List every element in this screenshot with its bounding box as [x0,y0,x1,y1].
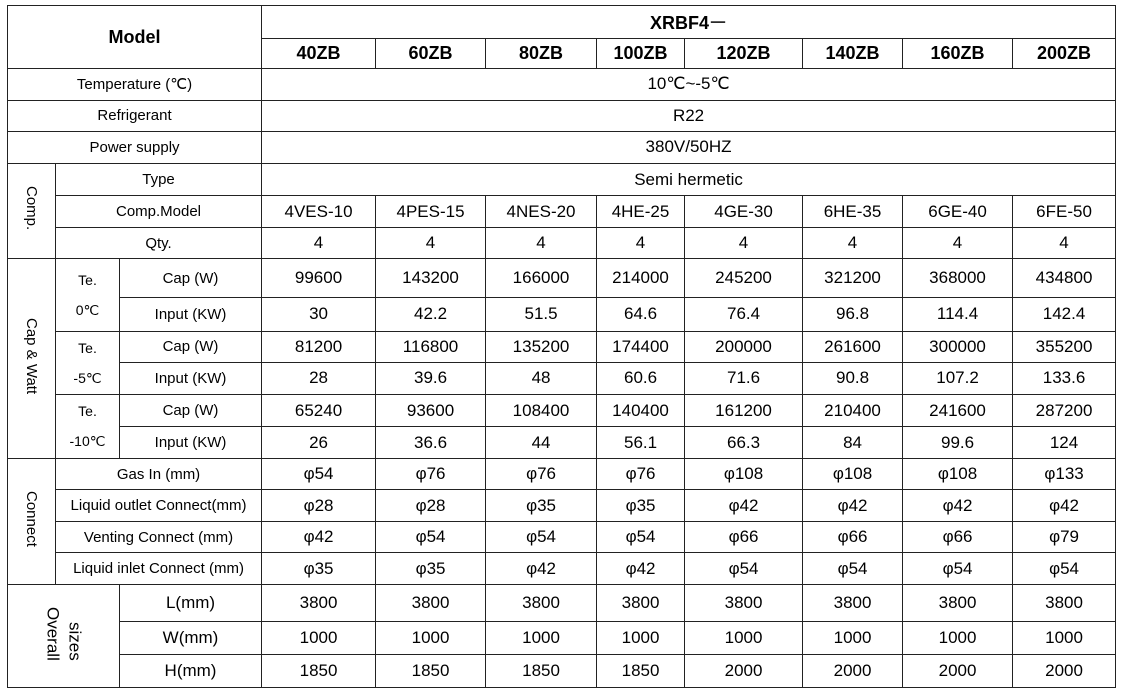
connect-row [8,521,1116,553]
connect-value: φ76 [376,458,486,490]
overall-size-value: 1850 [376,655,486,688]
connect-value: φ66 [803,521,903,553]
overall-size-label: W(mm) [120,621,262,655]
model-name: 100ZB [597,38,685,69]
overall-size-value: 3800 [903,585,1013,622]
input-row [8,427,1116,459]
te-label: Te. [78,339,97,356]
overall-size-value: 1000 [1013,621,1116,655]
overall-size-value: 1850 [262,655,376,688]
connect-value: φ54 [262,458,376,490]
overall-size-value: 1000 [685,621,803,655]
connect-value: φ108 [803,458,903,490]
connect-value: φ54 [1013,553,1116,585]
connect-value: φ66 [685,521,803,553]
power-supply-row [8,132,1116,164]
comp-model-value: 4NES-20 [486,196,597,228]
comp-model-value: 6GE-40 [903,196,1013,228]
connect-value: φ35 [597,490,685,522]
input-row [8,298,1116,332]
model-name: 80ZB [486,38,597,69]
cap-value: 108400 [486,394,597,427]
refrigerant-row [8,100,1116,132]
connect-value: φ108 [685,458,803,490]
input-label: Input (KW) [120,298,262,332]
cap-value: 241600 [903,394,1013,427]
cap-row [8,394,1116,427]
cap-label: Cap (W) [120,259,262,298]
overall-size-value: 3800 [376,585,486,622]
overall-size-row [8,655,1116,688]
connect-value: φ42 [597,553,685,585]
overall-size-value: 2000 [1013,655,1116,688]
input-value: 99.6 [903,427,1013,459]
temperature-value: 10℃~-5℃ [262,69,1116,101]
connect-value: φ54 [803,553,903,585]
comp-type-label: Type [56,163,262,196]
connect-value: φ54 [597,521,685,553]
input-value: 107.2 [903,363,1013,395]
connect-value: φ54 [376,521,486,553]
input-value: 48 [486,363,597,395]
connect-value: φ133 [1013,458,1116,490]
connect-value: φ42 [262,521,376,553]
te-temperature: 0℃ [75,302,100,319]
overall-size-value: 2000 [685,655,803,688]
comp-model-value: 4HE-25 [597,196,685,228]
connect-value: φ54 [903,553,1013,585]
connect-value: φ35 [262,553,376,585]
input-value: 60.6 [597,363,685,395]
comp-qty-value: 4 [597,227,685,259]
comp-model-value: 4PES-15 [376,196,486,228]
refrigerant-value: R22 [262,100,1116,132]
connect-value: φ28 [376,490,486,522]
overall-size-value: 1850 [486,655,597,688]
comp-qty-label: Qty. [56,227,262,259]
comp-model-value: 6FE-50 [1013,196,1116,228]
cap-value: 143200 [376,259,486,298]
connect-value: φ76 [597,458,685,490]
power-supply-value: 380V/50HZ [262,132,1116,164]
cap-value: 200000 [685,331,803,363]
comp-qty-value: 4 [486,227,597,259]
comp-qty-value: 4 [376,227,486,259]
input-label: Input (KW) [120,427,262,459]
input-value: 114.4 [903,298,1013,332]
cap-value: 355200 [1013,331,1116,363]
overall-size-value: 3800 [597,585,685,622]
connect-value: φ54 [486,521,597,553]
cap-value: 368000 [903,259,1013,298]
te-condition-cell [56,331,120,394]
input-value: 142.4 [1013,298,1116,332]
comp-model-label: Comp.Model [56,196,262,228]
model-name: 140ZB [803,38,903,69]
te-temperature: -10℃ [69,433,106,450]
overall-size-value: 3800 [803,585,903,622]
input-value: 66.3 [685,427,803,459]
cap-value: 99600 [262,259,376,298]
connect-value: φ42 [1013,490,1116,522]
cap-value: 65240 [262,394,376,427]
overall-group-cell [8,585,120,688]
cap-label: Cap (W) [120,394,262,427]
input-row [8,363,1116,395]
overall-size-value: 3800 [262,585,376,622]
spec-table [7,5,1116,688]
input-value: 64.6 [597,298,685,332]
overall-size-row [8,585,1116,622]
connect-label: Liquid inlet Connect (mm) [56,553,262,585]
comp-model-row [8,196,1116,228]
input-value: 30 [262,298,376,332]
overall-size-value: 3800 [486,585,597,622]
overall-label: Overall [43,606,63,661]
connect-row [8,490,1116,522]
cap-watt-group-label: Cap & Watt [23,318,40,395]
te-label: Te. [78,272,97,289]
input-value: 71.6 [685,363,803,395]
model-name: 120ZB [685,38,803,69]
cap-value: 81200 [262,331,376,363]
te-label: Te. [78,403,97,420]
input-value: 39.6 [376,363,486,395]
input-value: 44 [486,427,597,459]
overall-size-value: 1000 [903,621,1013,655]
cap-value: 210400 [803,394,903,427]
cap-value: 174400 [597,331,685,363]
connect-row [8,458,1116,490]
overall-size-value: 1000 [803,621,903,655]
connect-value: φ66 [903,521,1013,553]
overall-size-value: 1850 [597,655,685,688]
refrigerant-label: Refrigerant [8,100,262,132]
connect-value: φ54 [685,553,803,585]
input-label: Input (KW) [120,363,262,395]
cap-row [8,259,1116,298]
series-name: XRBF4－ [262,6,1116,39]
input-value: 36.6 [376,427,486,459]
comp-qty-value: 4 [685,227,803,259]
overall-size-value: 2000 [803,655,903,688]
connect-label: Venting Connect (mm) [56,521,262,553]
input-value: 51.5 [486,298,597,332]
connect-value: φ35 [486,490,597,522]
te-temperature: -5℃ [73,369,102,386]
power-supply-label: Power supply [8,132,262,164]
cap-value: 116800 [376,331,486,363]
cap-watt-group-cell [8,259,56,458]
connect-value: φ42 [486,553,597,585]
cap-value: 245200 [685,259,803,298]
connect-value: φ35 [376,553,486,585]
overall-size-label: L(mm) [120,585,262,622]
cap-value: 135200 [486,331,597,363]
overall-size-value: 1000 [262,621,376,655]
connect-value: φ79 [1013,521,1116,553]
connect-value: φ42 [685,490,803,522]
model-name: 60ZB [376,38,486,69]
cap-value: 321200 [803,259,903,298]
input-value: 42.2 [376,298,486,332]
connect-value: φ108 [903,458,1013,490]
cap-label: Cap (W) [120,331,262,363]
input-value: 26 [262,427,376,459]
comp-qty-row [8,227,1116,259]
te-condition-cell [56,259,120,331]
te-condition-cell [56,394,120,458]
comp-qty-value: 4 [903,227,1013,259]
overall-size-value: 3800 [1013,585,1116,622]
model-label: Model [8,6,262,69]
overall-size-value: 1000 [597,621,685,655]
input-value: 84 [803,427,903,459]
connect-value: φ28 [262,490,376,522]
input-value: 76.4 [685,298,803,332]
connect-value: φ42 [803,490,903,522]
overall-size-value: 2000 [903,655,1013,688]
cap-value: 161200 [685,394,803,427]
input-value: 28 [262,363,376,395]
cap-value: 434800 [1013,259,1116,298]
temperature-label: Temperature (℃) [8,69,262,101]
cap-value: 300000 [903,331,1013,363]
input-value: 56.1 [597,427,685,459]
cap-value: 214000 [597,259,685,298]
overall-size-value: 3800 [685,585,803,622]
model-name: 200ZB [1013,38,1116,69]
comp-qty-value: 4 [262,227,376,259]
overall-size-value: 1000 [376,621,486,655]
overall-size-row [8,621,1116,655]
input-value: 124 [1013,427,1116,459]
connect-label: Liquid outlet Connect(mm) [56,490,262,522]
comp-group-cell [8,163,56,259]
input-value: 133.6 [1013,363,1116,395]
connect-group-cell [8,458,56,584]
cap-value: 166000 [486,259,597,298]
connect-value: φ76 [486,458,597,490]
temperature-row [8,69,1116,101]
cap-value: 287200 [1013,394,1116,427]
model-name: 40ZB [262,38,376,69]
overall-size-value: 1000 [486,621,597,655]
model-name: 160ZB [903,38,1013,69]
comp-model-value: 4VES-10 [262,196,376,228]
comp-model-value: 6HE-35 [803,196,903,228]
cap-value: 93600 [376,394,486,427]
overall-size-label: H(mm) [120,655,262,688]
connect-group-label: Connect [23,491,40,547]
cap-row [8,331,1116,363]
comp-type-value: Semi hermetic [262,163,1116,196]
comp-qty-value: 4 [1013,227,1116,259]
input-value: 90.8 [803,363,903,395]
input-value: 96.8 [803,298,903,332]
connect-value: φ42 [903,490,1013,522]
comp-qty-value: 4 [803,227,903,259]
sizes-label: sizes [65,621,85,661]
cap-value: 140400 [597,394,685,427]
header-row-series [8,6,1116,39]
comp-model-value: 4GE-30 [685,196,803,228]
cap-value: 261600 [803,331,903,363]
connect-row [8,553,1116,585]
connect-label: Gas In (mm) [56,458,262,490]
comp-type-row [8,163,1116,196]
comp-group-label: Comp. [23,186,40,231]
